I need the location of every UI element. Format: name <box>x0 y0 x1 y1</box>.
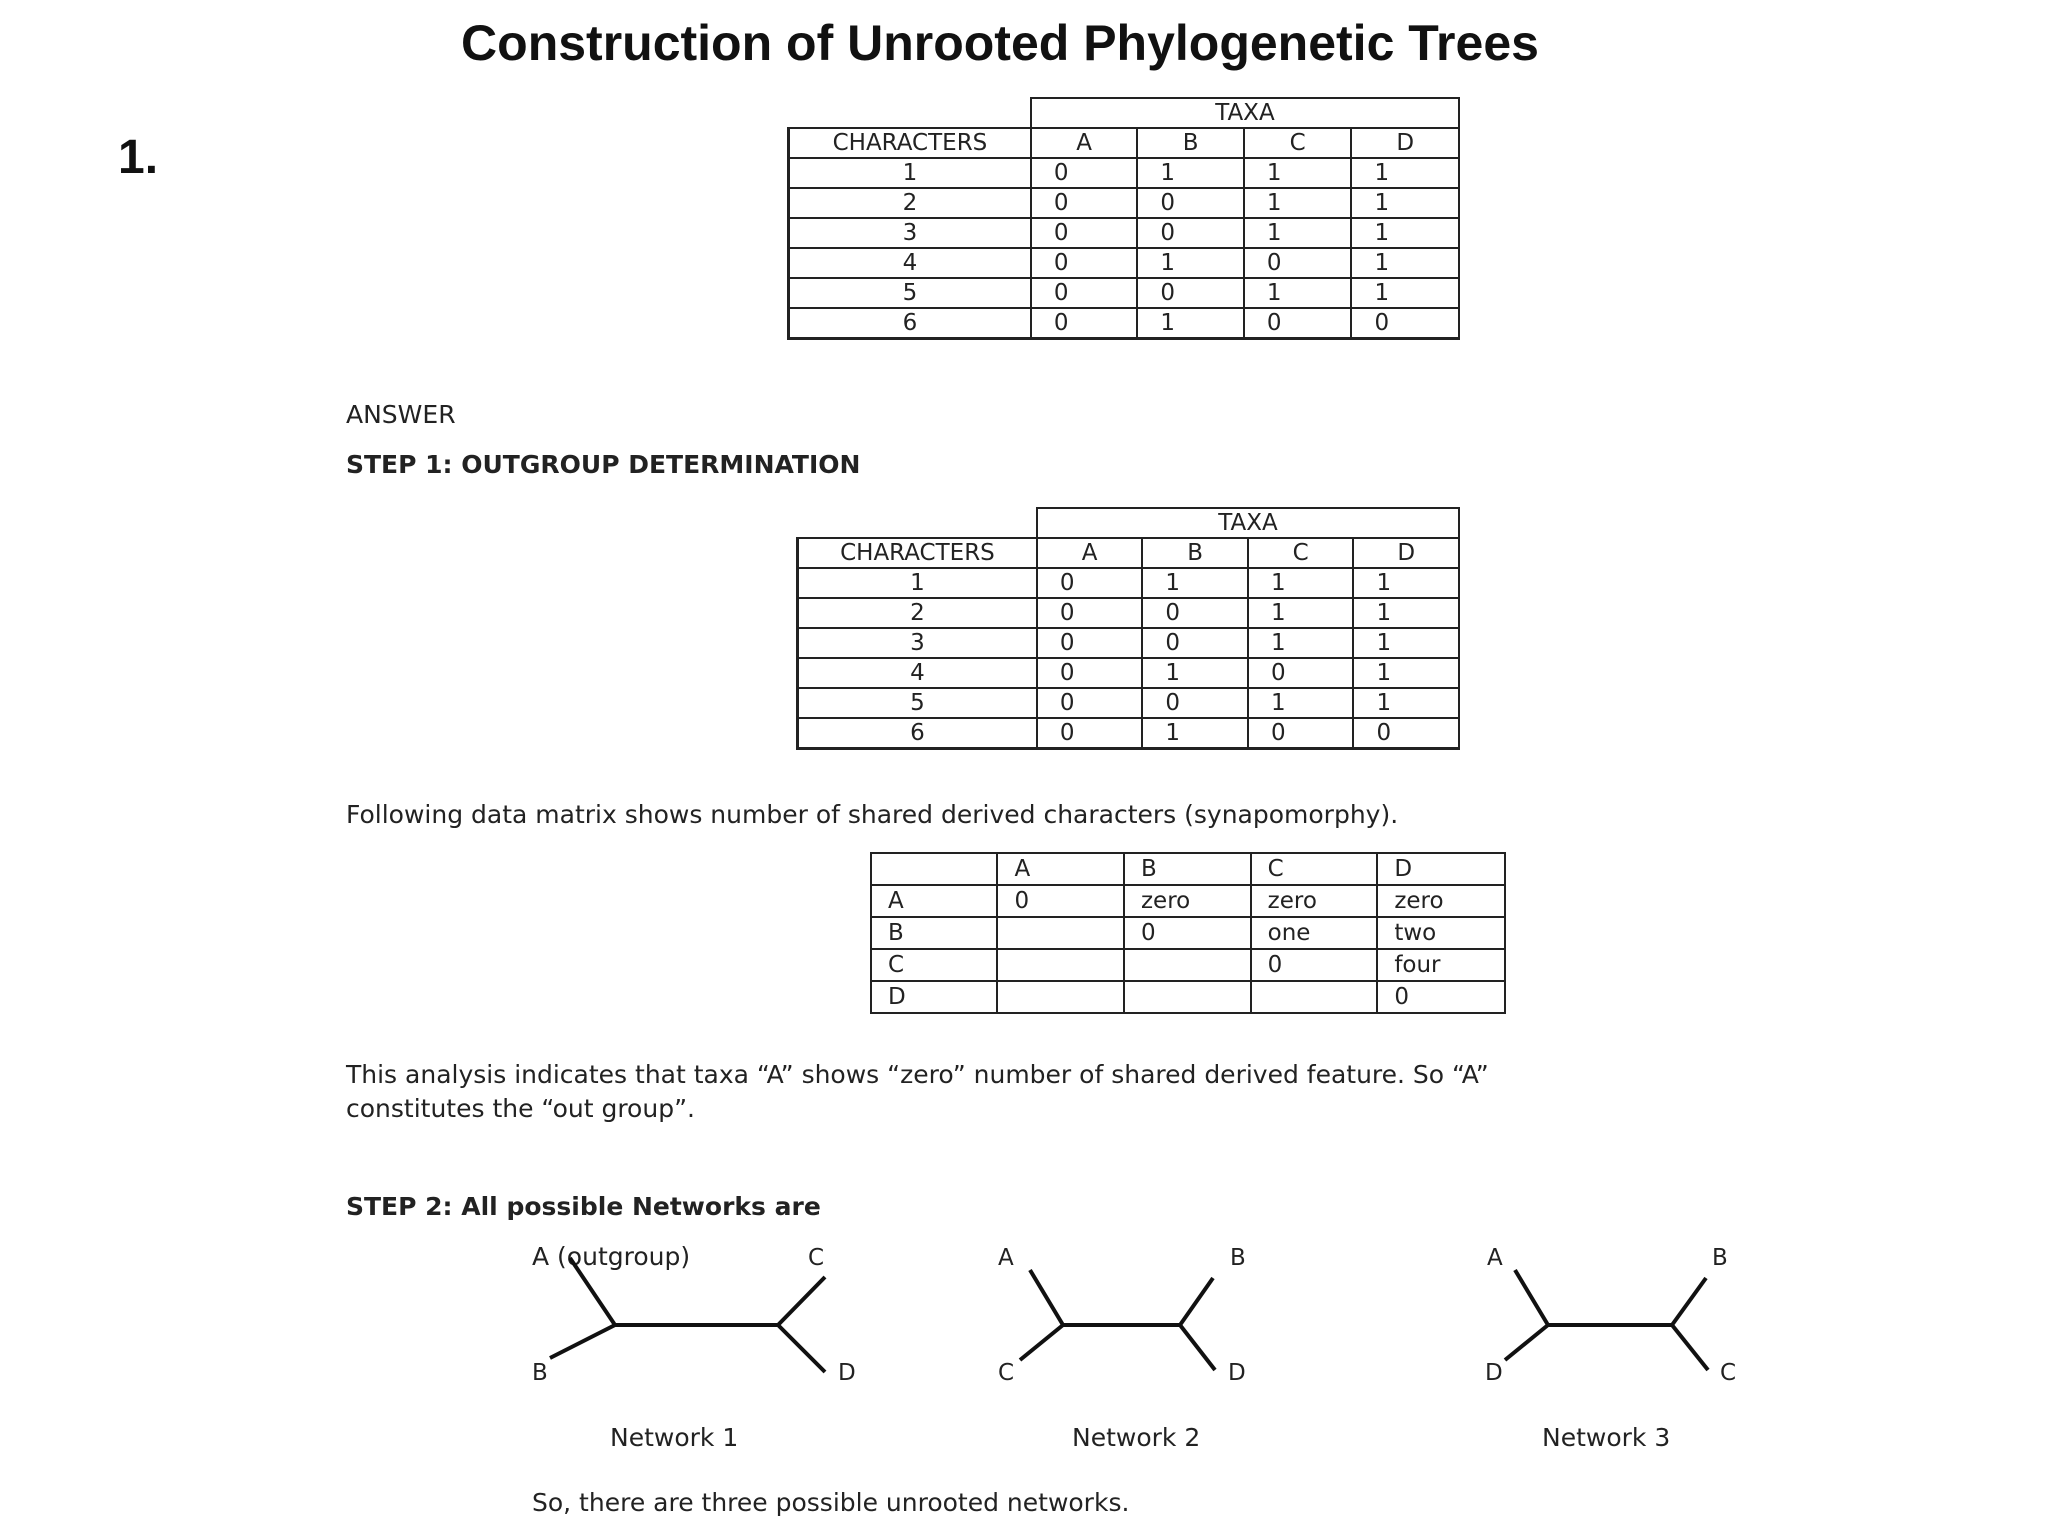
table-row <box>789 188 1460 218</box>
table-row <box>789 218 1460 248</box>
network-3 <box>1485 1245 1736 1452</box>
characters-column-header: CHARACTERS <box>798 538 1037 568</box>
table-row <box>798 718 1460 749</box>
character-table-answer <box>796 507 1460 750</box>
step1-heading: STEP 1: OUTGROUP DETERMINATION <box>346 450 861 479</box>
network-2-top-right-label: B <box>1230 1245 1246 1271</box>
character-number-cell: 5 <box>798 688 1037 718</box>
character-state-cell: 0 <box>1137 218 1244 248</box>
character-table-question <box>787 97 1460 340</box>
matrix-cell <box>997 949 1123 981</box>
character-state-cell: 0 <box>1031 308 1138 339</box>
network-3-branch-top-right <box>1672 1278 1706 1325</box>
character-state-cell: 1 <box>1351 248 1459 278</box>
character-state-cell: 0 <box>1351 308 1459 339</box>
matrix-cell: 0 <box>1124 917 1251 949</box>
network-3-branch-top-left <box>1515 1270 1548 1325</box>
taxon-header: A <box>1031 128 1138 158</box>
character-state-cell: 1 <box>1244 158 1352 188</box>
matrix-cell: 0 <box>997 885 1123 917</box>
network-2-branch-top-right <box>1180 1278 1213 1325</box>
network-3-branch-bottom-left <box>1505 1325 1548 1360</box>
character-state-cell: 0 <box>1353 718 1459 749</box>
matrix-cell <box>1124 981 1251 1013</box>
answer-label: ANSWER <box>346 400 456 429</box>
character-number-cell: 3 <box>789 218 1031 248</box>
character-state-cell: 1 <box>1351 188 1459 218</box>
table-row <box>789 248 1460 278</box>
matrix-cell: zero <box>1124 885 1251 917</box>
character-number-cell: 4 <box>789 248 1031 278</box>
character-number-cell: 2 <box>789 188 1031 218</box>
character-state-cell: 1 <box>1353 688 1459 718</box>
matrix-column-header: D <box>1377 853 1505 885</box>
analysis-text-line-2: constitutes the “out group”. <box>346 1094 695 1123</box>
character-state-cell: 1 <box>1351 218 1459 248</box>
matrix-row <box>871 949 1505 981</box>
matrix-row <box>871 917 1505 949</box>
matrix-row-header: C <box>871 949 997 981</box>
character-state-cell: 0 <box>1037 718 1143 749</box>
character-state-cell: 0 <box>1031 248 1138 278</box>
taxon-header: C <box>1248 538 1354 568</box>
network-2-bottom-left-label: C <box>998 1360 1015 1386</box>
character-state-cell: 1 <box>1353 568 1459 598</box>
analysis-text-line-1: This analysis indicates that taxa “A” shows “zero” number of shared derived feature. So “A” <box>346 1060 1489 1089</box>
character-state-cell: 0 <box>1244 308 1352 339</box>
taxa-group-header: TAXA <box>1037 508 1459 538</box>
character-state-cell: 1 <box>1137 308 1244 339</box>
network-3-branch-bottom-right <box>1672 1325 1708 1370</box>
taxon-header: A <box>1037 538 1143 568</box>
matrix-cell: 0 <box>1251 949 1378 981</box>
character-state-cell: 0 <box>1031 188 1138 218</box>
network-1-top-right-label: C <box>808 1245 825 1271</box>
character-state-cell: 0 <box>1037 598 1143 628</box>
matrix-row-header: B <box>871 917 997 949</box>
taxon-header: D <box>1353 538 1459 568</box>
character-number-cell: 3 <box>798 628 1037 658</box>
character-state-cell: 1 <box>1248 598 1354 628</box>
character-state-cell: 1 <box>1351 158 1459 188</box>
table-row <box>789 158 1460 188</box>
character-state-cell: 1 <box>1244 218 1352 248</box>
matrix-intro: Following data matrix shows number of shared derived characters (synapomorphy). <box>346 800 1399 829</box>
network-2 <box>998 1245 1246 1452</box>
character-number-cell: 6 <box>789 308 1031 339</box>
network-1-branch-top-right <box>778 1277 825 1325</box>
matrix-row <box>871 885 1505 917</box>
character-state-cell: 1 <box>1353 658 1459 688</box>
table-row <box>798 628 1460 658</box>
character-state-cell: 0 <box>1142 688 1248 718</box>
network-1-branch-bottom-right <box>778 1325 825 1372</box>
networks-diagram <box>0 1230 2048 1470</box>
character-state-cell: 0 <box>1137 188 1244 218</box>
table-row <box>798 598 1460 628</box>
matrix-cell: zero <box>1251 885 1378 917</box>
conclusion-text: So, there are three possible unrooted networks. <box>532 1488 1130 1517</box>
network-2-branch-bottom-left <box>1020 1325 1063 1360</box>
character-state-cell: 0 <box>1142 628 1248 658</box>
matrix-column-header: A <box>997 853 1123 885</box>
matrix-cell: four <box>1377 949 1505 981</box>
network-3-top-left-label: A <box>1487 1245 1503 1271</box>
character-state-cell: 1 <box>1248 688 1354 718</box>
character-state-cell: 0 <box>1031 278 1138 308</box>
network-1-branch-bottom-left <box>550 1325 615 1358</box>
character-state-cell: 1 <box>1351 278 1459 308</box>
character-state-cell: 1 <box>1248 568 1354 598</box>
matrix-cell <box>997 981 1123 1013</box>
page-title: Construction of Unrooted Phylogenetic Trees <box>461 15 1539 71</box>
character-state-cell: 1 <box>1142 658 1248 688</box>
character-state-cell: 0 <box>1037 568 1143 598</box>
network-3-top-right-label: B <box>1712 1245 1728 1271</box>
character-state-cell: 0 <box>1031 218 1138 248</box>
matrix-cell: one <box>1251 917 1378 949</box>
matrix-cell: two <box>1377 917 1505 949</box>
network-1-label: Network 1 <box>610 1423 739 1452</box>
matrix-row <box>871 981 1505 1013</box>
character-state-cell: 1 <box>1137 248 1244 278</box>
taxon-header: B <box>1137 128 1244 158</box>
character-state-cell: 0 <box>1244 248 1352 278</box>
character-state-cell: 1 <box>1353 598 1459 628</box>
matrix-cell <box>1251 981 1378 1013</box>
matrix-row-header: A <box>871 885 997 917</box>
step2-heading: STEP 2: All possible Networks are <box>346 1192 821 1221</box>
network-3-bottom-left-label: D <box>1485 1360 1503 1386</box>
character-number-cell: 4 <box>798 658 1037 688</box>
taxon-header: B <box>1142 538 1248 568</box>
character-state-cell: 1 <box>1248 628 1354 658</box>
table-row <box>798 658 1460 688</box>
network-1-bottom-left-label: B <box>532 1360 548 1386</box>
taxa-group-header: TAXA <box>1031 98 1459 128</box>
network-1-bottom-right-label: D <box>838 1360 856 1386</box>
table-row <box>789 278 1460 308</box>
characters-column-header: CHARACTERS <box>789 128 1031 158</box>
network-2-branch-bottom-right <box>1180 1325 1215 1370</box>
table-row <box>789 308 1460 339</box>
character-number-cell: 5 <box>789 278 1031 308</box>
matrix-cell <box>1124 949 1251 981</box>
question-number: 1. <box>118 131 159 184</box>
matrix-cell: 0 <box>1377 981 1505 1013</box>
network-2-bottom-right-label: D <box>1228 1360 1246 1386</box>
corner-blank-cell <box>798 508 1037 538</box>
character-state-cell: 0 <box>1142 598 1248 628</box>
character-state-cell: 1 <box>1244 188 1352 218</box>
matrix-column-header: B <box>1124 853 1251 885</box>
network-2-branch-top-left <box>1030 1270 1063 1325</box>
network-2-label: Network 2 <box>1072 1423 1201 1452</box>
matrix-row-header: D <box>871 981 997 1013</box>
taxon-header: C <box>1244 128 1352 158</box>
character-number-cell: 1 <box>789 158 1031 188</box>
network-2-top-left-label: A <box>998 1245 1014 1271</box>
matrix-column-header: C <box>1251 853 1378 885</box>
character-state-cell: 0 <box>1031 158 1138 188</box>
network-3-bottom-right-label: C <box>1720 1360 1737 1386</box>
network-1 <box>532 1242 856 1452</box>
character-number-cell: 1 <box>798 568 1037 598</box>
table-row <box>798 568 1460 598</box>
corner-blank-cell <box>789 98 1031 128</box>
character-state-cell: 0 <box>1137 278 1244 308</box>
synapomorphy-matrix <box>870 852 1506 1014</box>
character-state-cell: 0 <box>1037 688 1143 718</box>
taxon-header: D <box>1351 128 1459 158</box>
character-state-cell: 0 <box>1248 658 1354 688</box>
character-state-cell: 1 <box>1137 158 1244 188</box>
character-state-cell: 0 <box>1037 658 1143 688</box>
matrix-cell: zero <box>1377 885 1505 917</box>
character-state-cell: 1 <box>1142 718 1248 749</box>
network-3-label: Network 3 <box>1542 1423 1671 1452</box>
character-state-cell: 0 <box>1037 628 1143 658</box>
network-1-top-left-label: A (outgroup) <box>532 1242 691 1271</box>
matrix-corner-cell <box>871 853 997 885</box>
matrix-cell <box>997 917 1123 949</box>
table-row <box>798 688 1460 718</box>
character-state-cell: 1 <box>1353 628 1459 658</box>
character-state-cell: 0 <box>1248 718 1354 749</box>
character-number-cell: 2 <box>798 598 1037 628</box>
character-state-cell: 1 <box>1244 278 1352 308</box>
character-number-cell: 6 <box>798 718 1037 749</box>
character-state-cell: 1 <box>1142 568 1248 598</box>
